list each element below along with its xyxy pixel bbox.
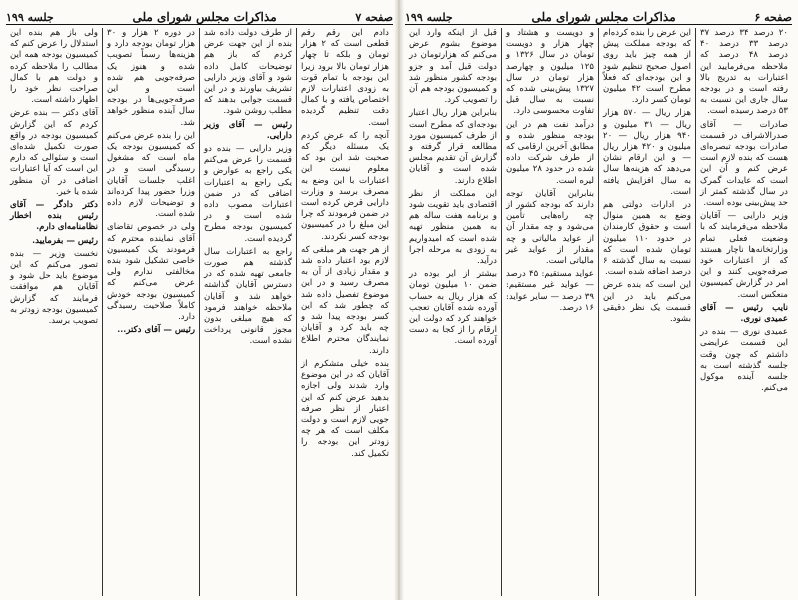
paragraph: صادرات — آقای صدرالاشراف در قسمت صادرات بودجه تبصره‌ای هست که بنده لازم است عرض کنم و آن این است که عایدات گمرک در سال گذشته کمتر از حد پیش‌بینی بوده است. bbox=[700, 119, 788, 209]
text-column-1 bbox=[297, 28, 393, 596]
page-number: صفحه ۷ bbox=[355, 11, 393, 24]
paragraph: این را بنده عرض می‌کنم که کمیسیون بودجه یک ماه است که مشغول رسیدگی است و در اغلب جلسات آقایان وزرا حضور پیدا کرده‌اند و توضیحات لازم داده شده است. bbox=[107, 130, 195, 220]
left-page-columns bbox=[6, 28, 393, 596]
session-number: جلسه ۱۹۹ bbox=[405, 11, 453, 24]
page-number: صفحه ۶ bbox=[754, 11, 792, 24]
paragraph: ولی در خصوص تقاضای آقای نماینده محترم که فرمودند یک کمیسیون خاصی تشکیل شود بنده مخالفتی ندارم ولی عرض می‌کنم که کمیسیون بودجه خودش کاملاً صلاحیت رسیدگی دارد. bbox=[107, 222, 195, 323]
paragraph: ولی باز هم بنده این استدلال را عرض کنم که کمیسیون بودجه همه این مطالب را ملاحظه کرده و دولت هم با کمال صراحت نظر خود را اظهار داشته است. bbox=[10, 28, 98, 106]
paragraph: درآمد نفت هم در این بودجه منظور شده و مطابق آخرین ارقامی که از طرف شرکت داده شده در حدود ۲۸ میلیون لیره است. bbox=[506, 119, 594, 186]
text-column-4 bbox=[6, 28, 102, 596]
paragraph: عمیدی نوری — بنده در این قسمت عرایضی داشتم که چون وقت جلسه گذشته است به جلسه آینده موکول می‌کنم. bbox=[700, 327, 788, 394]
paragraph: بنده خیلی متشکرم از آقایان که در این موضوع وارد شدند ولی اجازه بدهید عرض کنم که این اعتبار از نظر صرفه جویی لازم است و دولت مکلف است که هر چه زودتر این بودجه را تکمیل کند. bbox=[301, 358, 389, 459]
paragraph: بنابراین هزار ریال اعتبار بودجه‌ای که مطرح است از طرف کمیسیون مورد مطالعه قرار گرفته و گزارش آن تقدیم مجلس شده است و آقایان اطلاع دارند. bbox=[409, 108, 497, 186]
paragraph: این عرض را بنده کرده‌ام که بودجه مملکت پیش از همه چیز باید روی اصول صحیح تنظیم شود و این بودجه‌ای که فعلاً مطرح است ۴۲ میلیون تومان کسر دارد. bbox=[603, 28, 691, 106]
paragraph: بنابراین آقایان توجه دارند که بودجه کشور از چه راه‌هایی تأمین می‌شود و چه مقدار آن از عواید مالیاتی و چه مقدار از عواید غیر مالیاتی است. bbox=[506, 188, 594, 267]
left-page-header bbox=[6, 4, 393, 25]
text-column-3 bbox=[103, 28, 199, 596]
right-page-columns bbox=[405, 28, 792, 596]
paragraph: وزیر دارایی — آقایان ملاحظه می‌فرمایند که با وضعیت فعلی تمام وزارتخانه‌ها ناچار هستند که از اعتبارات خود صرفه‌جویی کنند و این امر در گزارش کمیسیون منعکس است. bbox=[700, 211, 788, 300]
paragraph: نخست وزیر — بنده تصور می‌کنم که این موضوع باید حل شود و آقایان هم موافقت فرمایند که گزارش کمیسیون بودجه زودتر به تصویب برسد. bbox=[10, 248, 98, 327]
right-page-header bbox=[405, 4, 792, 25]
text-column-4 bbox=[405, 28, 501, 596]
text-column-1 bbox=[696, 28, 792, 596]
speaker-line: دکتر دادگر — آقای رئیس بنده اخطار نظامنامه‌ای دارم. bbox=[10, 200, 98, 233]
speaker-line: رئیس — بفرمایید. bbox=[32, 235, 98, 246]
text-column-2 bbox=[200, 28, 296, 596]
paragraph: از هر جهت هر مبلغی که لازم بود اعتبار داده شد و مقدار زیادی از آن به مصرف رسید و در این موضوع تفصیل داده شد که چطور شد که این کسر بودجه پیدا شد و چه باید کرد و آقایان نمایندگان محترم اطلاع دارند. bbox=[301, 244, 389, 356]
paragraph: عواید مستقیم: ۴۵ درصد — عواید غیر مستقیم: ۳۹ درصد — سایر عواید: ۱۶ درصد. bbox=[506, 269, 594, 313]
text-column-2 bbox=[599, 28, 695, 596]
paragraph: در دوره ۲ هزار و ۳۰ هزار تومان بودجه دارد و هزینه‌ها رسماً تصویب شده و هنوز یک صرفه‌جویی هم شده است و این صرفه‌جویی‌ها در بودجه سال آینده منظور خواهد شد. bbox=[107, 28, 195, 128]
paragraph: آقای دکتر — بنده عرض کردم که این گزارش کمیسیون بودجه در واقع صورت تکمیل شده‌ای است و سئوالی که دارم این است که آیا اعتبارات اضافی در آن منظور شده یا خیر. bbox=[10, 108, 98, 197]
running-title: مذاکرات مجلس شورای ملی bbox=[531, 10, 676, 24]
paragraph: از طرف دولت داده شد بنده از این جهت عرض کردم که باز هم توضیحات کامل داده شود و آقای وزیر دارایی تشریف بیاورند و در این قسمت جوابی بدهند که مطلب روشن شود. bbox=[204, 28, 292, 117]
paragraph: و دویست و هشتاد و چهار هزار و دویست تومان در سال ۱۳۲۶ و ۱۲۵ میلیون و چهارصد هزار تومان در سال ۱۳۲۷ پیش‌بینی شده که نسبت به سال قبل تفاوت محسوسی دارد. bbox=[506, 28, 594, 117]
speaker-line: نایب رئیس — آقای عمیدی نوری. bbox=[700, 302, 788, 325]
speaker-line: رئیس — آقای دکتر... bbox=[117, 325, 195, 336]
speaker-line: رئیس — آقای وزیر دارایی. bbox=[204, 119, 292, 141]
paragraph: دادم این رقم رقم قطعی است که ۲ هزار تومان و بلکه تا چهار هزار تومان بالا برود زیرا این بودجه با تمام قوت به زودی اعتبارات لازم اختصاص یافته و با کمال دقت تنظیم گردیده است. bbox=[301, 28, 389, 128]
paragraph: آنچه را که عرض کردم یک مسئله دیگر که صحبت شد این بود که معلوم نیست این اعتبارات با این وضع به مصرف برسد و وزارت دارایی قرض کرده است در ضمن فرمودند که چرا این مبلغ را در کمیسیون بودجه کسر نکردند. bbox=[301, 130, 389, 242]
paragraph: این است که بنده عرض می‌کنم باید در این قسمت یک نظر دقیقی بشود. bbox=[603, 280, 691, 325]
paragraph: ۲۰ درصد ۳۴ درصد ۳۷ درصد ۳۳ درصد ۴۰ درصد ۴۸ درصد که ملاحظه می‌فرمایید این اعتبارات به تدریج بالا رفته است و در بودجه سال جاری این نسبت به ۵۳ درصد رسیده است. bbox=[700, 28, 789, 117]
session-number: جلسه ۱۹۹ bbox=[6, 11, 54, 24]
paragraph: این مملکت از نظر اقتصادی باید تقویت شود و برنامه هفت ساله هم به همین منظور تهیه شده است که امیدواریم به زودی به مرحله اجرا درآید. bbox=[409, 188, 497, 267]
paragraph: هزار ریال — ۵۷۰ هزار ریال — ۳۱ میلیون و ۹۴۰ هزار ریال — ۲۰ میلیون و ۴۲۰ هزار ریال — و این ارقام نشان می‌دهد که هزینه‌ها سال به سال افزایش یافته است. bbox=[603, 108, 692, 197]
paragraph: قبل از اینکه وارد این موضوع بشوم عرض می‌کنم که هزارتومان در دولت قبل آمد و جزو بودجه کشور منظور شد و کمیسیون بودجه هم آن را تصویب کرد. bbox=[409, 28, 497, 106]
text-column-3 bbox=[502, 28, 598, 596]
right-page bbox=[399, 0, 798, 600]
paragraph: بیشتر از ایر بوده در ضمن ۱۰ میلیون تومان که هزار ریال به حساب آورده شده آقایان تعجب خواهند کرد که دولت این ارقام را از کجا به دست آورده است. bbox=[409, 269, 497, 347]
paragraph: راجع به اعتبارات سال گذشته هم صورت جامعی تهیه شده که در دسترس آقایان گذاشته خواهد شد و آقایان ملاحظه خواهند فرمود که هیچ مبلغی بدون مجوز قانونی پرداخت نشده است. bbox=[204, 246, 292, 347]
paragraph: در ادارات دولتی هم وضع به همین منوال است و حقوق کارمندان در حدود ۱۱۰ میلیون تومان شده است که نسبت به سال گذشته ۶ درصد اضافه شده است. bbox=[603, 200, 691, 278]
running-title: مذاکرات مجلس شورای ملی bbox=[132, 10, 277, 24]
paragraph: وزیر دارایی — بنده دو قسمت را عرض می‌کنم یکی راجع به عوارض و یکی راجع به اعتبارات اضافی که در ضمن اعتبارات مصوب داده شده است و در کمیسیون بودجه مطرح گردیده است. bbox=[204, 144, 292, 244]
